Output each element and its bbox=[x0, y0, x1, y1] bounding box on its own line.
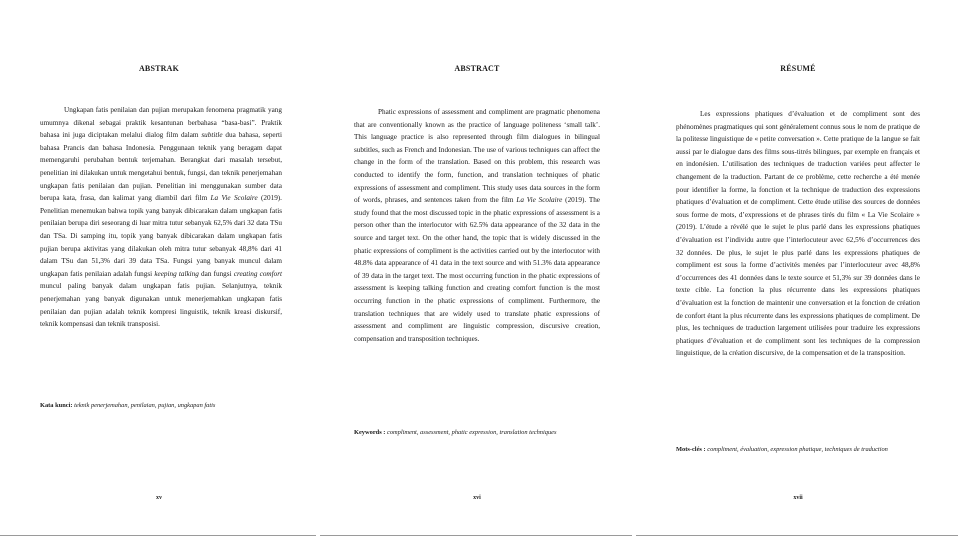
keywords-line bbox=[676, 445, 920, 454]
abstract-body: Ungkapan fatis penilaian dan pujian merupakan fenomena pragmatik yang umumnya dikenal sebagai praktik kesantunan berbahasa “basa-basi”. Praktik bahasa ini juga diciptakan melalui dialog film dalam subtitle dua bahasa, seperti bahasa Prancis dan bahasa Indonesia. Penggunaan teknik yang beragam dapat memengaruhi perubahan bentuk terjemahan. Berangkat dari masalah tersebut, penelitian ini dilakukan untuk mengetahui bentuk, fungsi, dan teknik penerjemahan ungkapan fatis penilaian dan pujian. Penelitian ini menggunakan sumber data berupa kata, frasa, dan kalimat yang diambil dari film La Vie Scolaire (2019). Penelitian menemukan bahwa topik yang banyak dibicarakan dalam ungkapan fatis penilaian berupa diri seseorang di luar mitra tutur sebanyak 62,5% dari 32 data TSu dan TSa. Di samping itu, topik yang banyak dibicarakan dalam ungkapan fatis pujian berupa aktivitas yang dilakukan oleh mitra tutur sebanyak 48,8% dari 41 dalam TSu dan 51,3% dari 39 data TSa. Fungsi yang banyak muncul dalam ungkapan fatis penilaian adalah fungsi keeping talking dan fungsi creating comfort muncul paling banyak dalam ungkapan fatis pujian. Selanjutnya, teknik penerjemahan yang banyak digunakan untuk menerjemahkan ungkapan fatis penilaian dan pujian adalah teknik kompresi linguistik, teknik kreasi diskursif, teknik kompensasi dan teknik transposisi. bbox=[40, 106, 283, 329]
keywords-text: teknik penerjemahan, penilaian, pujian, ungkapan fatis bbox=[72, 402, 216, 409]
keywords-text: compliment, assessment, phatic expression, translation techniques bbox=[385, 429, 557, 436]
abstract-body: Les expressions phatiques d’évaluation et de compliment sont des phénomènes pragmatiques qui sont généralement connus sous le nom de pratique de la politesse linguistique de « petite conversation ». Cette pratique de la langue se fait aussi par le dialogue dans des films sous-titrés bilingues, par exemple en français et en indonésien. L’utilisation des techniques de traduction variées peut affecter le changement de la traduction. Partant de ce problème, cette recherche a été menée pour identifier la forme, la fonction et la technique de traduction des expressions phatiques d’évaluation et de compliment. Cette étude utilise des sources de données sous forme de mots, d’expressions et de phrases tirés du film « La Vie Scolaire » (2019). L’étude a révélé que le sujet le plus parlé dans les expressions phatiques d’évaluation est l’individu autre que l’interlocuteur avec 62,5% d’occurrences des 32 données. De plus, le sujet le plus parlé dans les expressions phatiques de compliment est sous la forme d’activités menées par l’interlocuteur avec 48,8% d’occurrences des 41 données dans le texte source et 51,3% sur 39 données dans le texte cible. La fonction la plus récurrente dans les expressions phatiques d’évaluation est la fonction de maintenir une conversation et la fonction de création de confort étant la plus récurrente dans les expressions phatiques de compliment. De plus, les techniques de traduction largement utilisées pour traduire les expressions phatiques d’évaluation et de compliment sont les techniques de la compression linguistique, de la création discursive, de la compensation et de la transposition. bbox=[676, 110, 920, 358]
page-number: xv bbox=[156, 495, 162, 501]
keywords-text: compliment, évaluation, expression phatique, techniques de traduction bbox=[705, 446, 888, 453]
page-heading: ABSTRAK bbox=[138, 64, 180, 73]
keywords-line bbox=[354, 428, 614, 437]
page-bottom-edge bbox=[320, 535, 632, 536]
keywords-label: Kata kunci: bbox=[40, 402, 73, 409]
page-heading: ABSTRACT bbox=[454, 64, 500, 73]
page-number: xvii bbox=[793, 495, 803, 501]
page-resume bbox=[636, 0, 960, 536]
keywords-label: Keywords : bbox=[354, 429, 386, 436]
keywords-line bbox=[40, 401, 290, 410]
abstract-body: Phatic expressions of assessment and compliment are pragmatic phenomena that are conventionally known as the practice of language politeness ‘small talk’. This language practice is also represented through film dialogues in bilingual subtitles, such as French and Indonesian. The use of various techniques can affect the change in the form of the translation. Based on this problem, this research was conducted to identify the form, function, and translation techniques of phatic expressions of assessment and compliment. This study uses data sources in the form of words, phrases, and sentences taken from the film La Vie Scolaire (2019). The study found that the most discussed topic in the phatic expressions of assessment is a person other than the interlocutor with 62.5% data appearance of the 32 data in the source and target text. On the other hand, the topic that is widely discussed in the phatic expressions of compliment is the activities carried out by the interlocutor with 48.8% data appearance of 41 data in the text source and with 51.3% data appearance of 39 data in the target text. The most occurring function in the phatic expressions of assessment is keeping talking function and creating comfort function is the most occurring function in the phatic expressions of compliment. Furthermore, the translation techniques that are widely used to translate phatic expressions of assessment and compliment are linguistic compression, discursive creation, compensation and transposition techniques. bbox=[354, 108, 600, 343]
keywords-label: Mots-clés : bbox=[676, 446, 706, 453]
page-bottom-edge bbox=[636, 535, 958, 536]
page-abstract bbox=[320, 0, 634, 536]
page-bottom-edge bbox=[0, 535, 316, 536]
page-abstrak bbox=[0, 0, 318, 536]
page-heading: RÉSUMÉ bbox=[780, 64, 816, 73]
page-number: xvi bbox=[473, 495, 481, 501]
